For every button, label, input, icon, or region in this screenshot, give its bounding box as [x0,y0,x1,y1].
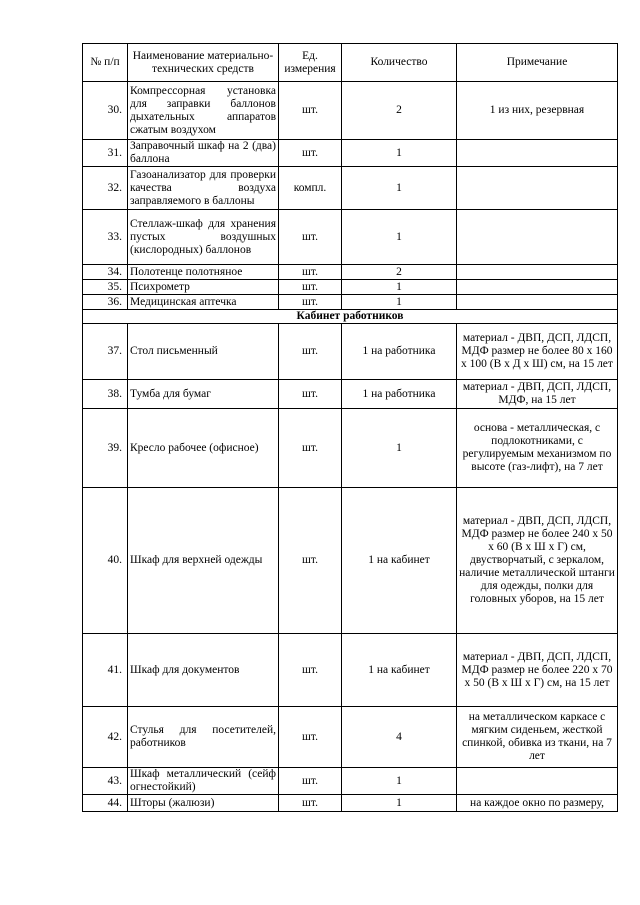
table-row [83,265,618,280]
row-note [457,140,618,167]
row-unit: шт. [279,210,342,265]
row-name: Шкаф для верхней одежды [128,488,279,634]
row-num: 36. [83,295,128,310]
row-unit: шт. [279,707,342,768]
row-unit: компл. [279,167,342,210]
row-name: Газоанализатор для проверки качества воздуха заправляемого в баллоны [128,167,279,210]
row-name: Шкаф для документов [128,634,279,707]
row-name: Стеллаж-шкаф для хранения пустых воздушных (кислородных) баллонов [128,210,279,265]
table-header-row [83,44,618,82]
row-note: материал - ДВП, ДСП, ЛДСП, МДФ размер не более 240 х 50 х 60 (В х Ш х Г) см, двустворчатый, с зеркалом, наличие металлической штанги для одежды, полки для головных уборов, на 15 лет [457,488,618,634]
header-num: № п/п [83,44,128,82]
row-name: Шкаф металлический (сейф огнестойкий) [128,768,279,795]
row-name: Медицинская аптечка [128,295,279,310]
row-qty: 1 [342,210,457,265]
row-qty: 1 [342,409,457,488]
header-name: Наименование материально-технических средств [128,44,279,82]
row-num: 38. [83,380,128,409]
row-num: 37. [83,324,128,380]
row-qty: 1 [342,768,457,795]
section-title: Кабинет работников [83,310,618,324]
row-unit: шт. [279,634,342,707]
table-row [83,82,618,140]
table-row [83,634,618,707]
row-qty: 4 [342,707,457,768]
section-row [83,310,618,324]
row-unit: шт. [279,265,342,280]
row-qty: 2 [342,265,457,280]
row-qty: 1 на работника [342,324,457,380]
row-note [457,210,618,265]
row-num: 34. [83,265,128,280]
equipment-table [82,43,618,812]
row-unit: шт. [279,280,342,295]
row-note: материал - ДВП, ДСП, ЛДСП, МДФ размер не более 80 х 160 х 100 (В х Д х Ш) см, на 15 лет [457,324,618,380]
row-qty: 1 на работника [342,380,457,409]
table-row [83,324,618,380]
row-qty: 1 [342,795,457,812]
row-name: Стол письменный [128,324,279,380]
row-qty: 1 [342,280,457,295]
row-unit: шт. [279,795,342,812]
row-qty: 1 [342,295,457,310]
row-name: Шторы (жалюзи) [128,795,279,812]
header-unit: Ед. измерения [279,44,342,82]
table-row [83,295,618,310]
row-unit: шт. [279,409,342,488]
row-qty: 1 на кабинет [342,488,457,634]
row-num: 30. [83,82,128,140]
table-row [83,488,618,634]
row-note: материал - ДВП, ДСП, ЛДСП, МДФ размер не более 220 х 70 х 50 (В х Ш х Г) см, на 15 лет [457,634,618,707]
row-num: 42. [83,707,128,768]
row-name: Компрессорная установка для заправки баллонов дыхательных аппаратов сжатым воздухом [128,82,279,140]
table-row [83,140,618,167]
row-num: 32. [83,167,128,210]
row-unit: шт. [279,488,342,634]
table-row [83,768,618,795]
row-name: Полотенце полотняное [128,265,279,280]
row-note [457,167,618,210]
table-row [83,210,618,265]
row-unit: шт. [279,768,342,795]
row-note [457,768,618,795]
header-note: Примечание [457,44,618,82]
row-qty: 1 на кабинет [342,634,457,707]
row-num: 35. [83,280,128,295]
row-name: Кресло рабочее (офисное) [128,409,279,488]
row-unit: шт. [279,295,342,310]
row-note: основа - металлическая, с подлокотниками, с регулируемым механизмом по высоте (газ-лифт), на 7 лет [457,409,618,488]
row-name: Заправочный шкаф на 2 (два) баллона [128,140,279,167]
row-num: 39. [83,409,128,488]
row-unit: шт. [279,140,342,167]
row-note [457,295,618,310]
row-note: на металлическом каркасе с мягким сиденьем, жесткой спинкой, обивка из ткани, на 7 лет [457,707,618,768]
row-qty: 1 [342,140,457,167]
row-num: 31. [83,140,128,167]
table-row [83,795,618,812]
row-note: материал - ДВП, ДСП, ЛДСП, МДФ, на 15 лет [457,380,618,409]
table-row [83,380,618,409]
row-num: 40. [83,488,128,634]
row-unit: шт. [279,82,342,140]
row-num: 43. [83,768,128,795]
table-row [83,707,618,768]
header-qty: Количество [342,44,457,82]
row-name: Стулья для посетителей, работников [128,707,279,768]
row-note [457,265,618,280]
table-row [83,167,618,210]
table-row [83,280,618,295]
row-unit: шт. [279,380,342,409]
row-name: Психрометр [128,280,279,295]
row-num: 41. [83,634,128,707]
row-name: Тумба для бумаг [128,380,279,409]
row-note: на каждое окно по размеру, [457,795,618,812]
row-qty: 1 [342,167,457,210]
row-note [457,280,618,295]
row-num: 33. [83,210,128,265]
row-qty: 2 [342,82,457,140]
row-num: 44. [83,795,128,812]
row-unit: шт. [279,324,342,380]
row-note: 1 из них, резервная [457,82,618,140]
table-row [83,409,618,488]
